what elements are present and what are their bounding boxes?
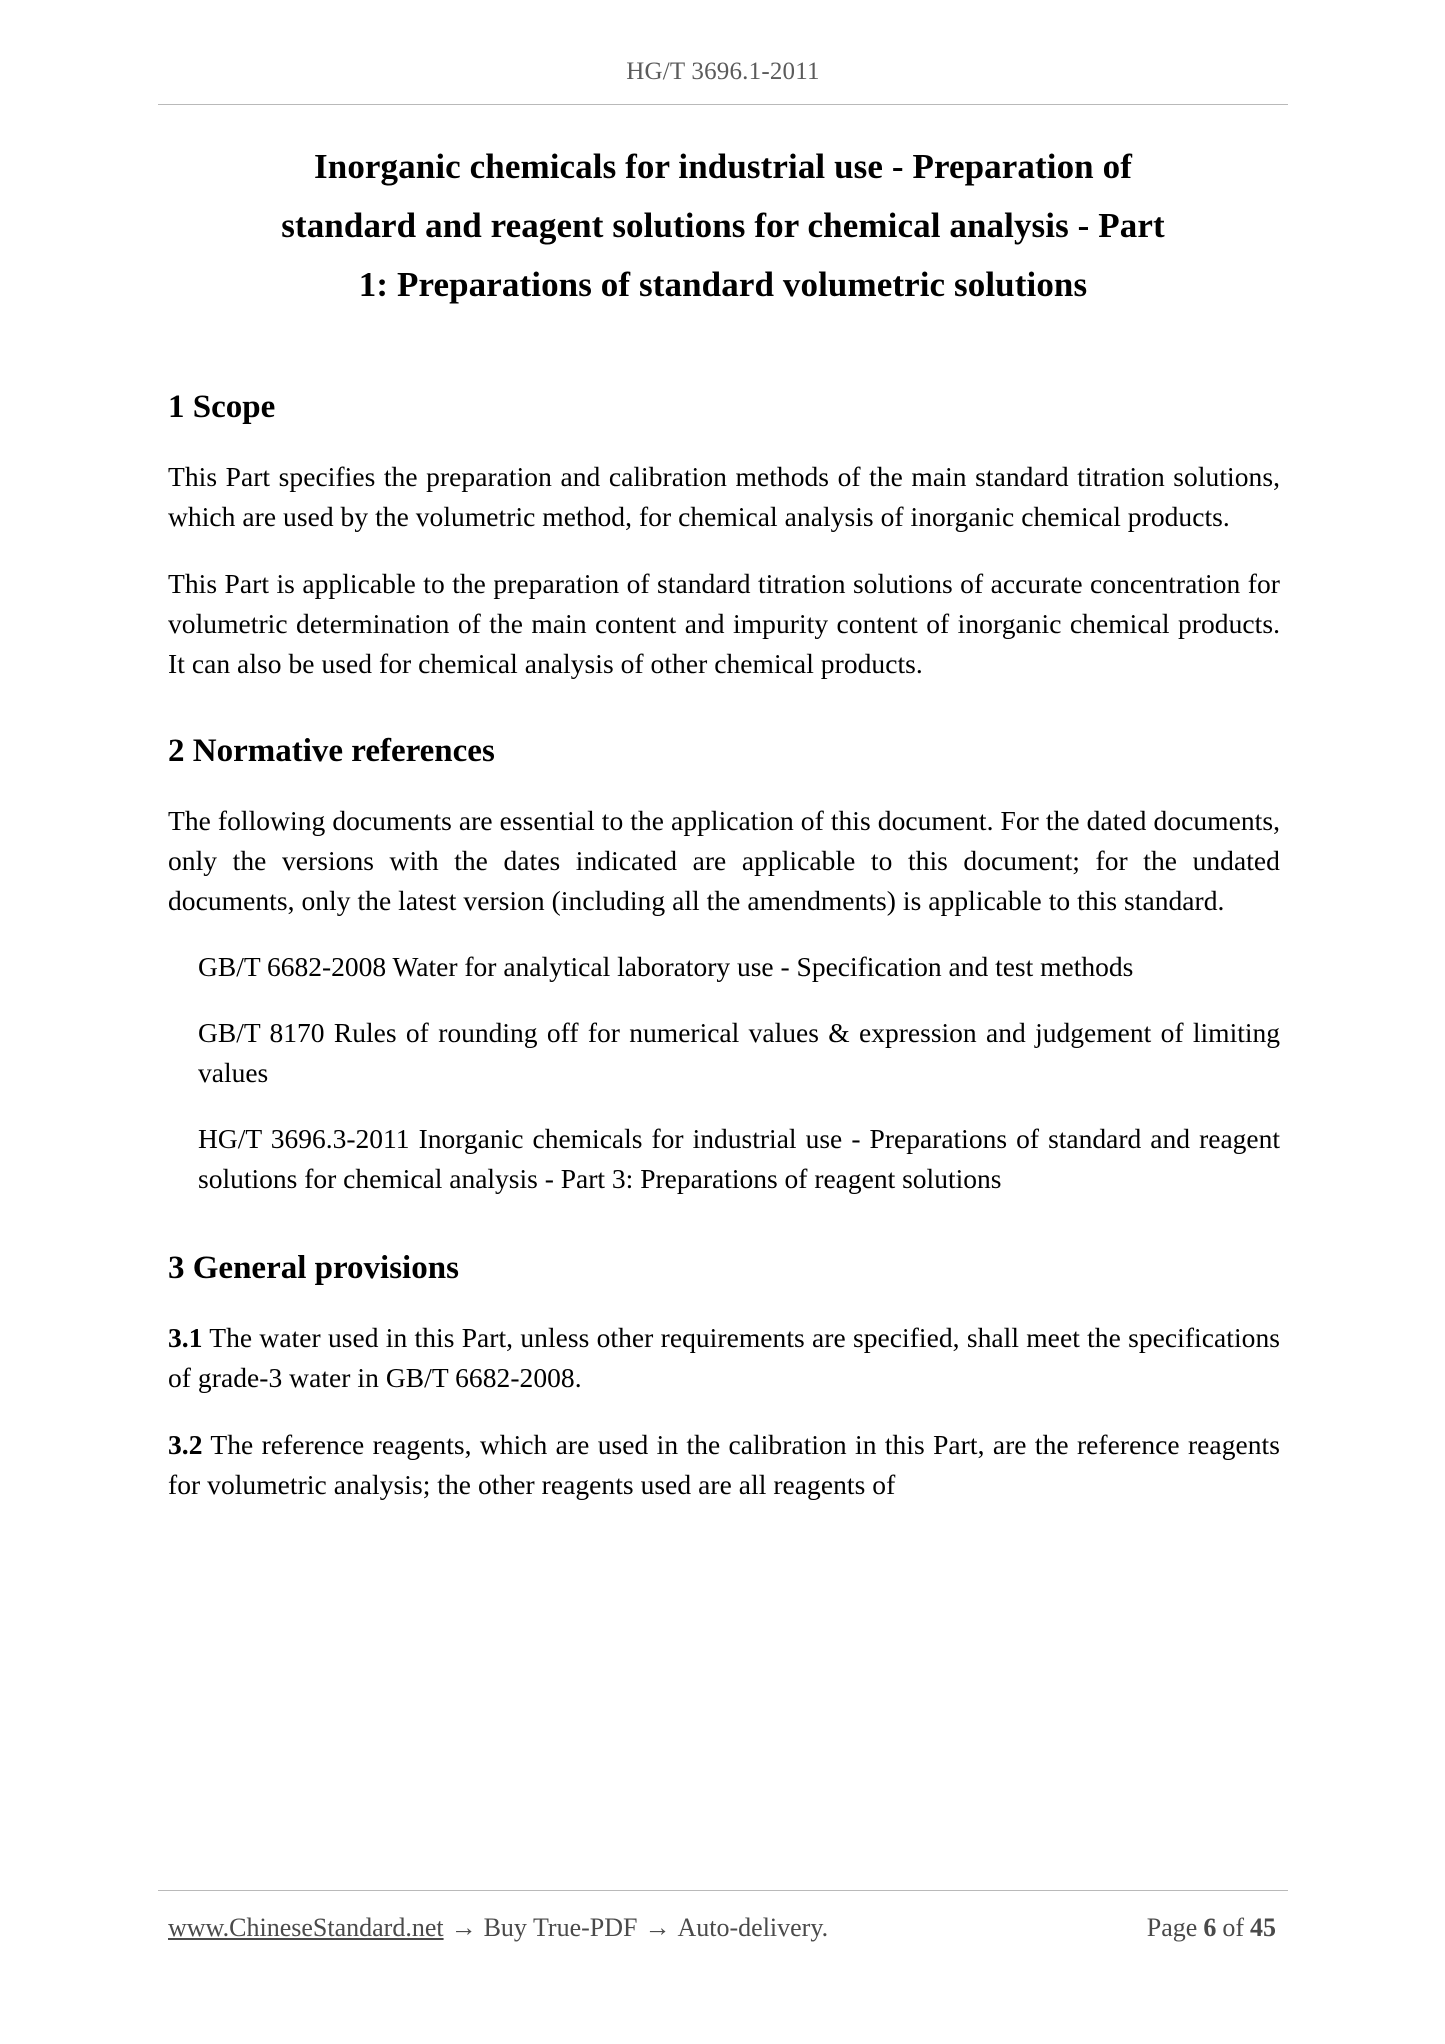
document-body xyxy=(168,388,1280,1505)
chinesestandard-link[interactable]: www.ChineseStandard.net xyxy=(168,1913,444,1942)
reference-item: GB/T 8170 Rules of rounding off for numerical values & expression and judgement of limiting values xyxy=(198,1017,1280,1088)
buy-true-pdf-label: Buy True-PDF xyxy=(483,1913,638,1942)
auto-delivery-label: Auto-delivery. xyxy=(677,1913,829,1942)
clause-3-2-number: 3.2 xyxy=(168,1429,203,1460)
footer-promo xyxy=(168,1908,828,1948)
page-indicator xyxy=(1147,1908,1282,1948)
spacer xyxy=(168,987,1280,1013)
page-total: 45 xyxy=(1250,1913,1276,1942)
arrow-right-icon: → xyxy=(644,1913,671,1942)
of-label: of xyxy=(1222,1913,1244,1942)
footer-divider xyxy=(158,1890,1288,1891)
title-line-3: 1: Preparations of standard volumetric solutions xyxy=(358,265,1088,304)
normative-references-intro: The following documents are essential to the application of this document. For the dated documents, only the versions with the dates indicated are applicable to this document; for the undated documents, only the latest version (including all the amendments) is applicable to this standard. xyxy=(168,805,1280,916)
clause-3-1-text: The water used in this Part, unless other requirements are specified, shall meet the specifications of grade-3 water in GB/T 6682-2008. xyxy=(168,1322,1280,1393)
page-number: 6 xyxy=(1203,1913,1217,1942)
standard-code-header: HG/T 3696.1-2011 xyxy=(626,58,820,85)
page-header xyxy=(158,58,1288,86)
page-label: Page xyxy=(1146,1913,1198,1942)
title-line-2: standard and reagent solutions for chemical analysis - Part xyxy=(281,206,1165,245)
reference-item: GB/T 6682-2008 Water for analytical laboratory use - Specification and test methods xyxy=(198,951,1134,982)
spacer xyxy=(168,771,1280,801)
header-divider xyxy=(158,104,1288,105)
spacer xyxy=(168,427,1280,457)
arrow-right-icon: → xyxy=(450,1913,477,1942)
clause-3-2 xyxy=(168,1425,1280,1505)
clause-3-1-number: 3.1 xyxy=(168,1322,203,1353)
scope-paragraph-1: This Part specifies the preparation and calibration methods of the main standard titration solutions, which are used by the volumetric method, for chemical analysis of inorganic chemical products. xyxy=(168,461,1280,532)
clause-3-1 xyxy=(168,1318,1280,1398)
spacer xyxy=(168,537,1280,564)
heading-scope: 1 Scope xyxy=(168,389,276,425)
spacer xyxy=(168,684,1280,732)
clause-3-2-text: The reference reagents, which are used in the calibration in this Part, are the reference reagents for volumetric analysis; the other reagents used are all reagents of xyxy=(168,1429,1280,1500)
spacer xyxy=(168,1199,1280,1249)
spacer xyxy=(168,1398,1280,1425)
page-footer xyxy=(158,1908,1288,1948)
spacer xyxy=(168,921,1280,947)
title-line-1: Inorganic chemicals for industrial use - Preparation of xyxy=(314,147,1132,186)
spacer xyxy=(168,1093,1280,1119)
scope-paragraph-2: This Part is applicable to the preparation of standard titration solutions of accurate concentration for volumetric determination of the main content and impurity content of inorganic chemical products. It can also be used for chemical analysis of other chemical products. xyxy=(168,568,1280,679)
document-title xyxy=(182,137,1264,314)
spacer xyxy=(168,1288,1280,1318)
heading-normative-references: 2 Normative references xyxy=(168,733,495,769)
heading-general-provisions: 3 General provisions xyxy=(168,1250,459,1286)
reference-item: HG/T 3696.3-2011 Inorganic chemicals for industrial use - Preparations of standard and reagent solutions for chemical analysis - Part 3: Preparations of reagent solutions xyxy=(198,1123,1280,1194)
